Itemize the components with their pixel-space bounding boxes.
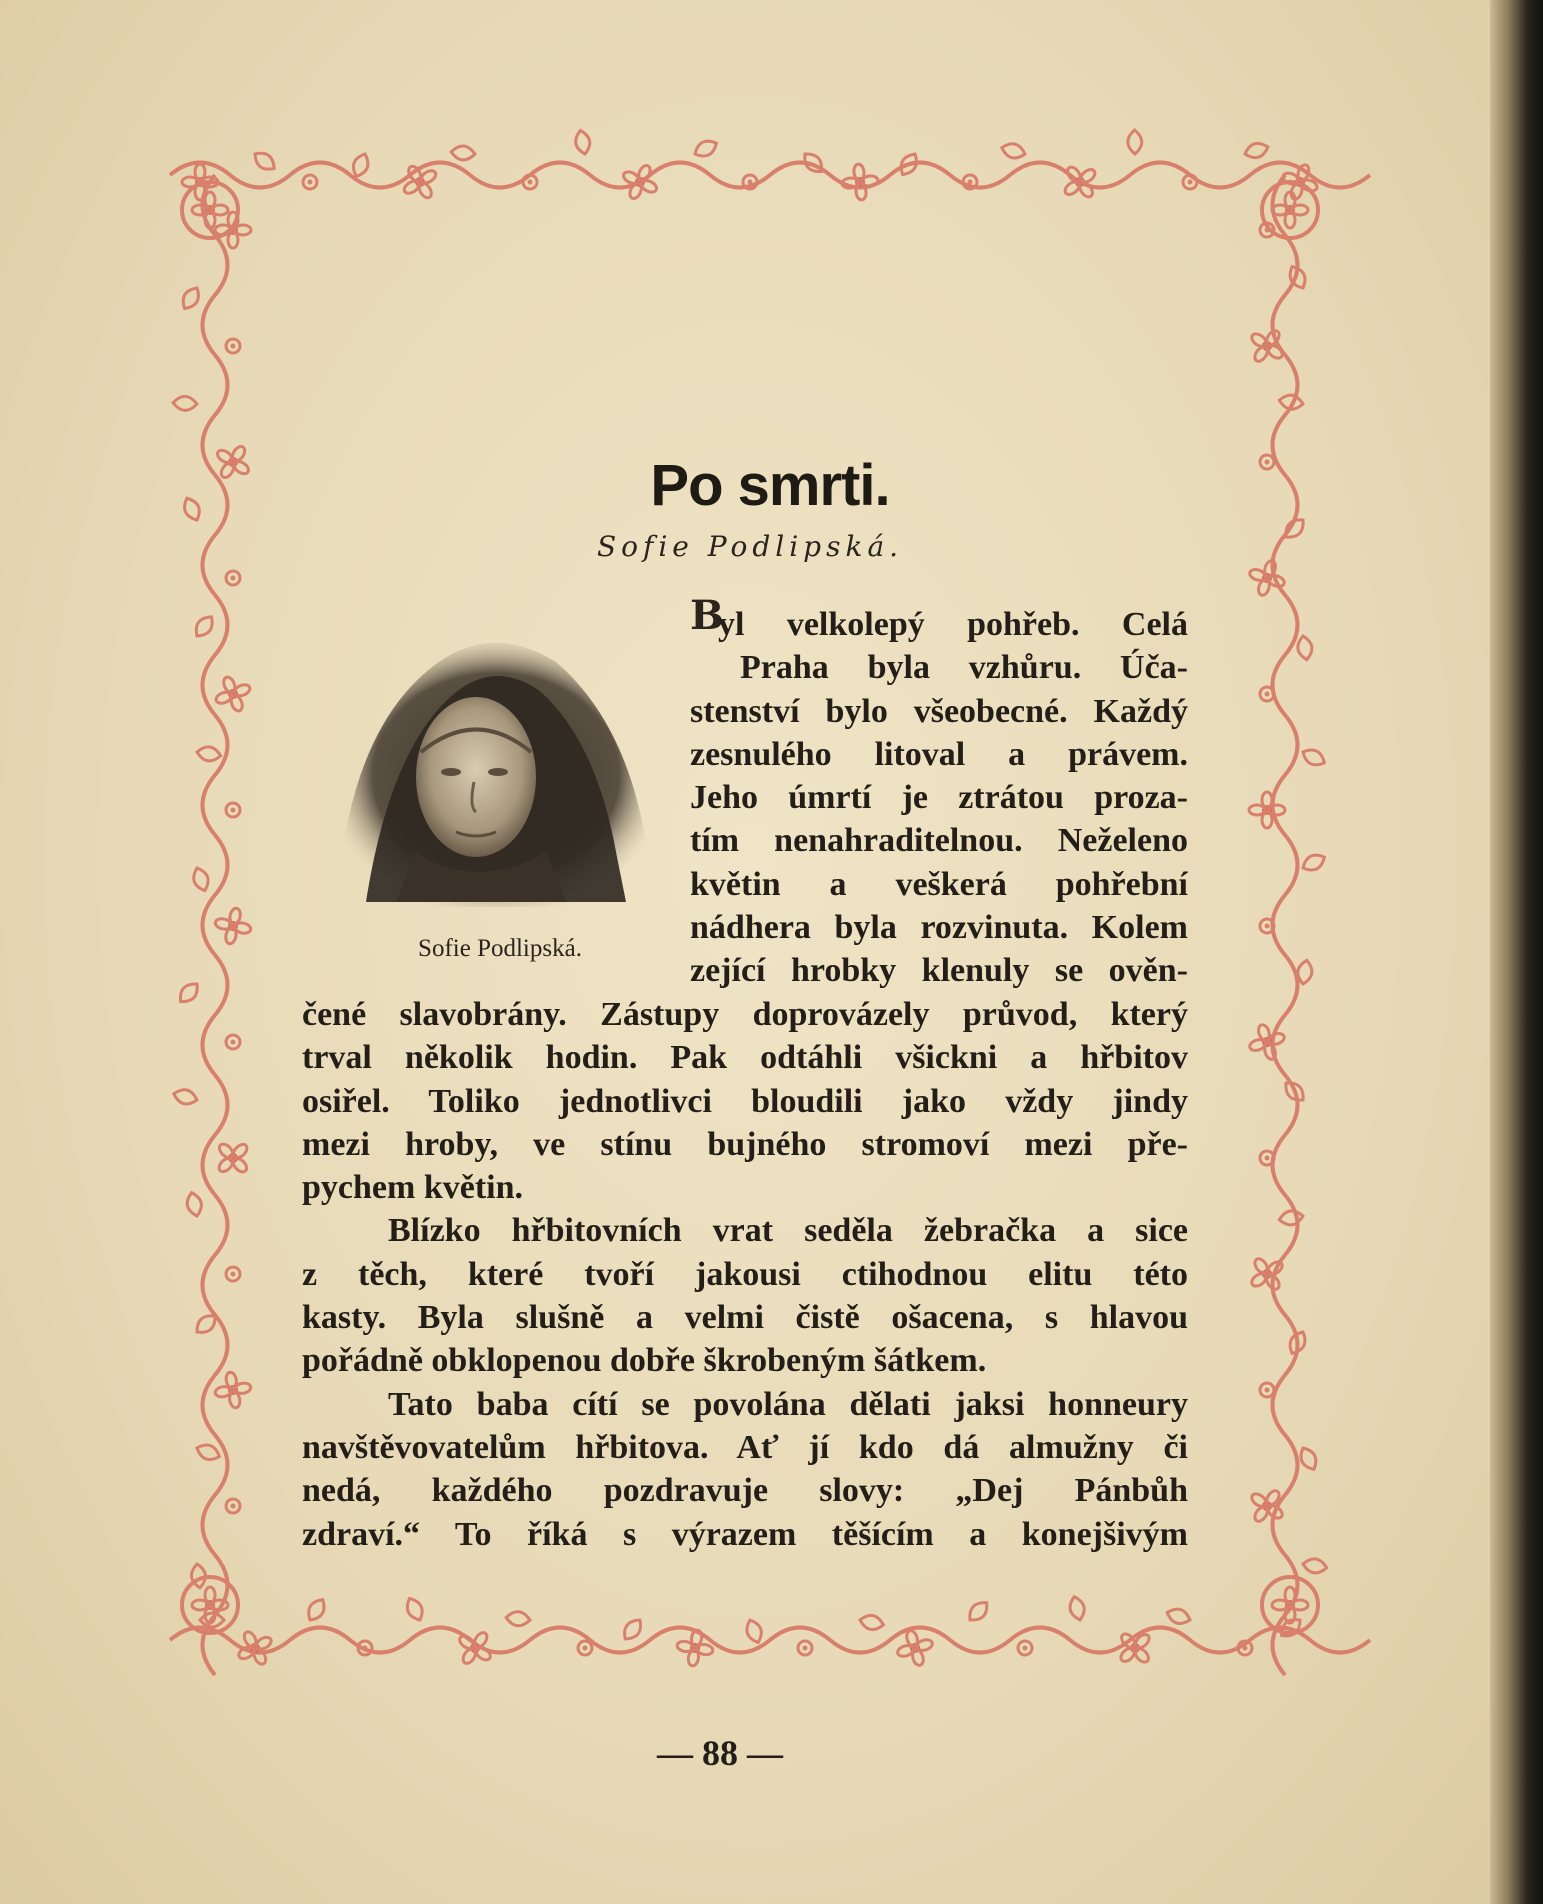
text-line: navštěvovatelům hřbitova. Ať jí kdo dá almužny či [302, 1428, 1188, 1466]
text-line: zdraví.“ To říká s výrazem těšícím a konejšivým [302, 1515, 1188, 1553]
text-line: nádhera byla rozvinuta. Kolem [690, 909, 1188, 947]
border-leaf [190, 866, 211, 893]
border-bud [224, 1265, 242, 1283]
text-line: pořádně obklopenou dobře škrobeným šátkem. [302, 1342, 987, 1380]
text-line: mezi hroby, ve stínu bujného stromoví mezi pře- [302, 1125, 1188, 1163]
border-leaf [176, 979, 203, 1006]
border-bud [224, 1033, 241, 1050]
border-leaf [1165, 1606, 1192, 1627]
border-bud [223, 1496, 243, 1516]
border-leaf [192, 1311, 219, 1337]
border-leaf [1302, 1557, 1328, 1575]
border-leaf [1300, 746, 1328, 769]
border-flower [210, 671, 257, 718]
border-flower [840, 162, 880, 202]
text-line: zející hrobky klenuly se ověn- [690, 952, 1188, 990]
border-flower [1272, 1587, 1308, 1623]
border-leaf [196, 745, 222, 763]
border-leaf [181, 495, 204, 523]
author-byline: Sofie Podlipská. [596, 530, 904, 563]
border-leaf [251, 148, 279, 174]
border-leaf [450, 145, 475, 161]
text-line: yl velkolepý pohřeb. Celá [718, 606, 1188, 643]
border-vine [170, 1628, 1370, 1653]
border-bud [795, 1638, 815, 1658]
border-leaf [1297, 1445, 1320, 1473]
border-leaf [1067, 1595, 1086, 1622]
text-line: tím nenahraditelnou. Neželeno [690, 822, 1188, 860]
border-bud [225, 570, 240, 585]
portrait-engraving [326, 612, 666, 912]
border-leaf [1128, 130, 1142, 154]
border-flower [212, 1369, 254, 1411]
border-leaf [191, 613, 217, 641]
text-line: trval několik hodin. Pak odtáhli všickni a hřbitov [302, 1039, 1188, 1077]
border-leaf [179, 284, 203, 312]
text-line: osiřel. Toliko jednotlivci bloudili jako vždy jindy [302, 1082, 1188, 1120]
border-flower [208, 1133, 259, 1184]
border-bud [742, 174, 758, 190]
border-leaf [185, 1191, 204, 1218]
border-leaf [194, 1441, 221, 1463]
border-flower [212, 905, 255, 948]
text-line: kasty. Byla slušně a velmi čistě ošacena, s hlavou [302, 1299, 1188, 1337]
text-line: Jeho úmrtí je ztrátou proza- [690, 779, 1188, 817]
narrow-text-column [690, 603, 1188, 993]
border-bud [224, 337, 243, 356]
border-bud [520, 172, 540, 192]
text-line: Tato baba cítí se povolána dělati jaksi honneury [388, 1385, 1188, 1423]
wide-text-column [302, 993, 1188, 1556]
text-line: Praha byla vzhůru. Úča- [740, 649, 1188, 687]
text-line: zesnulého litoval a právem. [690, 735, 1188, 773]
border-flower [1242, 1481, 1292, 1531]
border-flower [1244, 1019, 1289, 1064]
text-line: čené slavobrány. Zástupy doprovázely průvod, který [302, 996, 1188, 1033]
border-bud [1260, 1383, 1274, 1397]
border-leaf [1296, 635, 1314, 661]
text-line: nedá, každého pozdravuje slovy: „Dej Pánbůh [302, 1472, 1188, 1510]
border-bud [1237, 1640, 1253, 1656]
border-leaf [1300, 851, 1328, 874]
border-vine [1273, 175, 1298, 1675]
border-leaf [1278, 393, 1304, 411]
border-leaf [1243, 140, 1270, 160]
border-leaf [350, 151, 372, 178]
border-bud [1016, 1639, 1033, 1656]
text-line: pychem květin. [302, 1169, 523, 1207]
text-line: květin a veškerá pohřební [690, 865, 1188, 903]
border-leaf [304, 1596, 329, 1624]
border-leaf [743, 1618, 764, 1645]
border-flower [674, 1627, 715, 1668]
text-line: Blízko hřbitovních vrat seděla žebračka a sice [388, 1212, 1188, 1250]
border-leaf [1000, 141, 1027, 161]
border-bud [223, 800, 243, 820]
text-line: z těch, které tvoří jakousi ctihodnou elitu této [302, 1255, 1188, 1293]
border-leaf [172, 1087, 199, 1107]
border-bud [301, 173, 318, 190]
book-spine-edge [1490, 0, 1543, 1904]
border-flower [1249, 792, 1285, 828]
border-leaf [574, 129, 592, 155]
border-leaf [505, 1611, 530, 1627]
border-leaf [173, 396, 198, 411]
border-flower [1242, 321, 1292, 371]
border-flower [208, 437, 258, 487]
portrait-caption: Sofie Podlipská. [418, 935, 582, 962]
page-number: — 88 — [657, 1733, 783, 1773]
story-title: Po smrti. [650, 453, 890, 518]
text-line: stenství bylo všeobecné. Každý [690, 692, 1188, 730]
border-leaf [403, 1595, 426, 1623]
border-flower [1055, 157, 1106, 208]
border-leaf [692, 137, 720, 160]
border-flower [616, 158, 664, 206]
border-leaf [620, 1616, 646, 1644]
border-leaf [965, 1598, 992, 1625]
border-leaf [1278, 1209, 1304, 1227]
border-leaf [859, 1613, 885, 1632]
border-bud [1180, 172, 1200, 192]
drop-cap: B [690, 592, 724, 639]
